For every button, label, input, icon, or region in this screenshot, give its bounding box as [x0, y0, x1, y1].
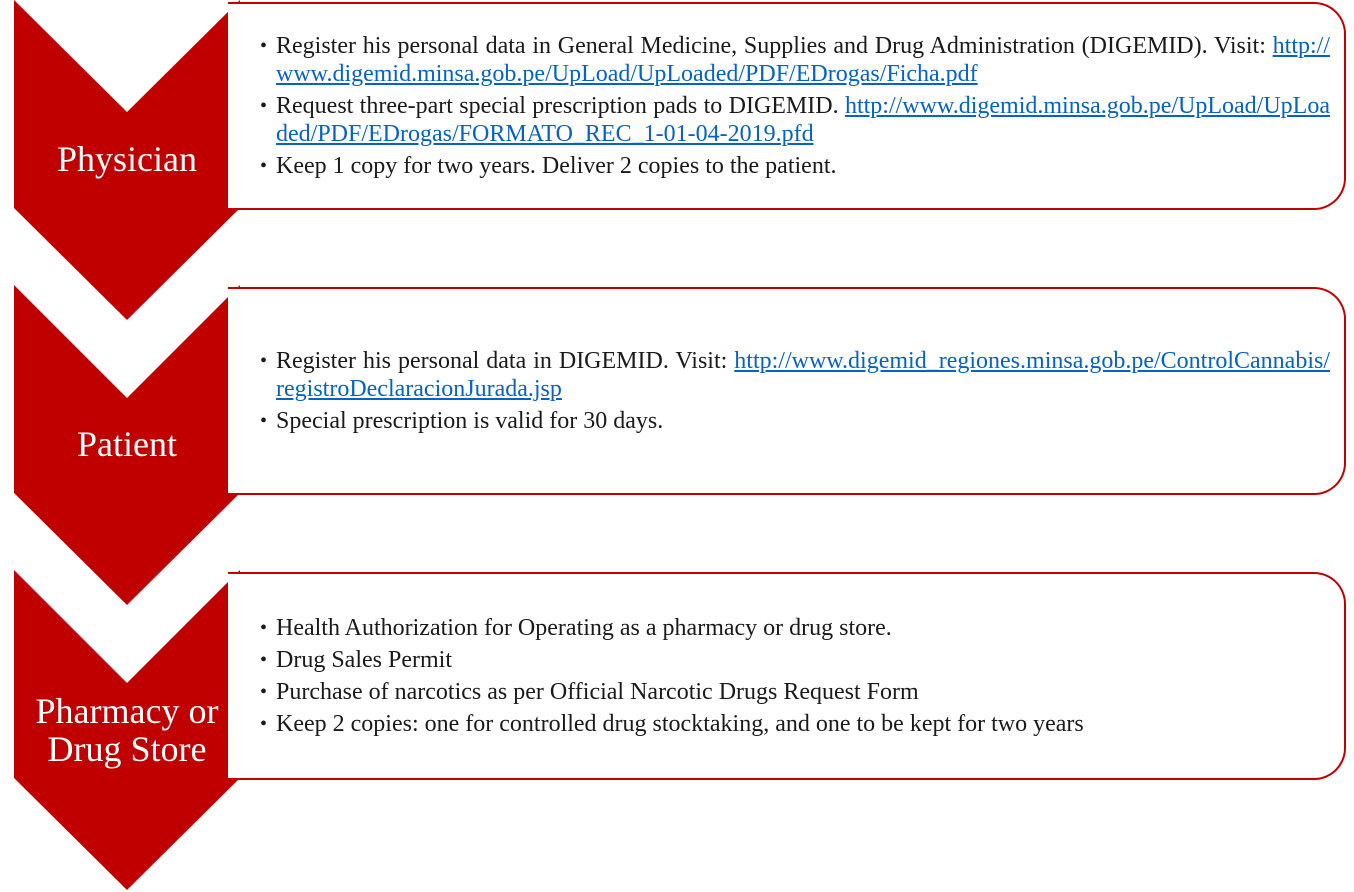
list-item: [260, 407, 1330, 435]
item-text: Health Authorization for Operating as a pharmacy or drug store.: [276, 615, 892, 641]
physician-content-box: [228, 2, 1346, 210]
item-text: Register his personal data in DIGEMID. Visit:: [276, 348, 735, 374]
list-item: [260, 614, 1330, 642]
item-text: Request three-part special prescription pads to DIGEMID.: [276, 93, 845, 119]
patient-requirements-list: [260, 347, 1330, 435]
physician-label: Physician: [57, 139, 197, 179]
pharmacy-content-box: [228, 572, 1346, 780]
list-item: [260, 710, 1330, 738]
pharmacy-requirements-list: [260, 614, 1330, 738]
item-text: Drug Sales Permit: [276, 647, 452, 673]
physician-requirements-list: [260, 32, 1330, 180]
item-text: Register his personal data in General Medicine, Supplies and Drug Administration (DIGEMID). Visit:: [276, 33, 1273, 59]
list-item: [260, 92, 1330, 148]
item-text: Keep 2 copies: one for controlled drug stocktaking, and one to be kept for two years: [276, 711, 1084, 737]
list-item: [260, 678, 1330, 706]
list-item: [260, 646, 1330, 674]
ficha-link[interactable]: http://www.digemid.minsa.gob.pe/UpLoad/UpLoaded/PDF/EDrogas/Ficha.pdf: [276, 33, 1330, 87]
registro-declaracion-link[interactable]: http://www.digemid_regiones.minsa.gob.pe/ControlCannabis/registroDeclaracionJurada.jsp: [276, 348, 1330, 402]
item-text: Keep 1 copy for two years. Deliver 2 copies to the patient.: [276, 153, 837, 179]
pharmacy-label: Pharmacy or Drug Store: [35, 691, 219, 769]
patient-label: Patient: [77, 424, 177, 464]
item-text: Special prescription is valid for 30 days.: [276, 408, 664, 434]
list-item: [260, 32, 1330, 88]
list-item: [260, 152, 1330, 180]
patient-content-box: [228, 287, 1346, 495]
list-item: [260, 347, 1330, 403]
formato-rec-link[interactable]: http://www.digemid.minsa.gob.pe/UpLoad/UpLoaded/PDF/EDrogas/FORMATO_REC_1-01-04-2019.pfd: [276, 93, 1330, 147]
item-text: Purchase of narcotics as per Official Narcotic Drugs Request Form: [276, 679, 919, 705]
